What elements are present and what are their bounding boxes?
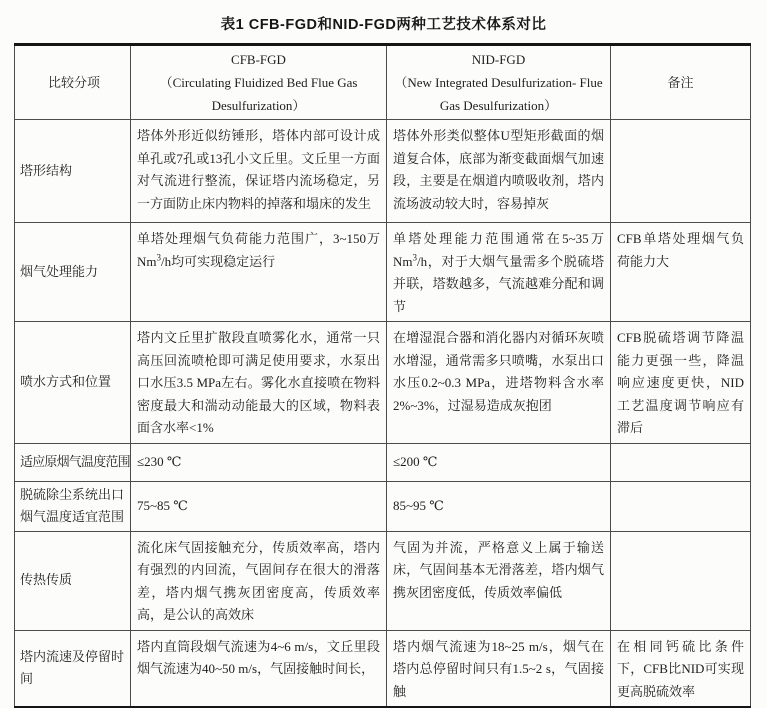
note-cell <box>611 531 751 630</box>
table-row <box>15 531 751 630</box>
nid-cell: 塔内烟气流速为18~25 m/s，烟气在塔内总停留时间只有1.5~2 s，气固接触 <box>387 630 611 707</box>
nid-cell: 在增湿混合器和消化器内对循环灰喷水增湿，通常需多只喷嘴，水泵出口水压0.2~0.3 MPa，进塔物料含水率2%~3%，过湿易造成灰抱团 <box>387 322 611 444</box>
cfb-cell: ≤230 ℃ <box>131 443 387 481</box>
table-row <box>15 223 751 322</box>
cfb-cell: 塔内直筒段烟气流速为4~6 m/s，文丘里段烟气流速为40~50 m/s，气固接触时间长， <box>131 630 387 707</box>
nid-cell: 单塔处理能力范围通常在5~35万Nm$^3$/h，对于大烟气量需多个脱硫塔并联，塔数越多，气流越难分配和调节 <box>387 223 611 322</box>
nid-cell: 气固为并流，严格意义上属于输送床，气固间基本无滑落差，塔内烟气携灰团密度低，传质效率偏低 <box>387 531 611 630</box>
row-label: 传热传质 <box>15 531 131 630</box>
table-row <box>15 322 751 444</box>
nid-cell: 塔体外形类似整体U型矩形截面的烟道复合体，底部为渐变截面烟气加速段，主要是在烟道内喷吸收剂，塔内流场波动较大时，容易掉灰 <box>387 120 611 223</box>
header-row <box>15 45 751 120</box>
row-label: 塔内流速及停留时间 <box>15 630 131 707</box>
note-cell: CFB单塔处理烟气负荷能力大 <box>611 223 751 322</box>
note-cell <box>611 481 751 531</box>
table-title: 表1 CFB-FGD和NID-FGD两种工艺技术体系对比 <box>220 17 547 33</box>
row-label: 喷水方式和位置 <box>15 322 131 444</box>
superscript-3: 3 <box>412 252 417 263</box>
nid-abbr: NID-FGD <box>471 52 526 67</box>
table-row <box>15 630 751 707</box>
note-cell <box>611 120 751 223</box>
nid-fullname: （New Integrated Desulfurization- Flue Gas Desulfurization） <box>394 75 603 113</box>
col-header-note: 备注 <box>611 45 751 120</box>
note-cell: CFB脱硫塔调节降温能力更强一些，降温响应速度更快，NID工艺温度调节响应有滞后 <box>611 322 751 444</box>
col-header-cfb <box>131 45 387 120</box>
cfb-cell: 75~85 ℃ <box>131 481 387 531</box>
row-label: 脱硫除尘系统出口烟气温度适宜范围 <box>15 481 131 531</box>
cfb-cell: 单塔处理烟气负荷能力范围广，3~150万Nm$^3$/h均可实现稳定运行 <box>131 223 387 322</box>
col-header-compare: 比较分项 <box>15 45 131 120</box>
col-header-nid <box>387 45 611 120</box>
note-cell: 在相同钙硫比条件下，CFB比NID可实现更高脱硫效率 <box>611 630 751 707</box>
comparison-table <box>14 43 751 708</box>
nid-cell: 85~95 ℃ <box>387 481 611 531</box>
row-label: 适应原烟气温度范围 <box>15 443 131 481</box>
row-label: 烟气处理能力 <box>15 223 131 322</box>
cfb-abbr: CFB-FGD <box>231 52 286 67</box>
cfb-fullname: （Circulating Fluidized Bed Flue Gas Desulfurization） <box>159 75 358 113</box>
nid-cell: ≤200 ℃ <box>387 443 611 481</box>
row-label: 塔形结构 <box>15 120 131 223</box>
table-row <box>15 120 751 223</box>
table-row <box>15 481 751 531</box>
cfb-cell: 塔内文丘里扩散段直喷雾化水，通常一只高压回流喷枪即可满足使用要求，水泵出口水压3.5 MPa左右。雾化水直接喷在物料密度最大和湍动动能最大的区域，物料表面含水率<1% <box>131 322 387 444</box>
superscript-3: 3 <box>156 252 161 263</box>
table-row <box>15 443 751 481</box>
cfb-cell: 塔体外形近似纺锤形，塔体内部可设计成单孔或7孔或13孔小文丘里。文丘里一方面对气流进行整流，保证塔内流场稳定，另一方面防止床内物料的掉落和塌床的发生 <box>131 120 387 223</box>
cfb-cell: 流化床气固接触充分，传质效率高，塔内有强烈的内回流，气固间存在很大的滑落差，塔内烟气携灰团密度高，传质效率高，是公认的高效床 <box>131 531 387 630</box>
note-cell <box>611 443 751 481</box>
